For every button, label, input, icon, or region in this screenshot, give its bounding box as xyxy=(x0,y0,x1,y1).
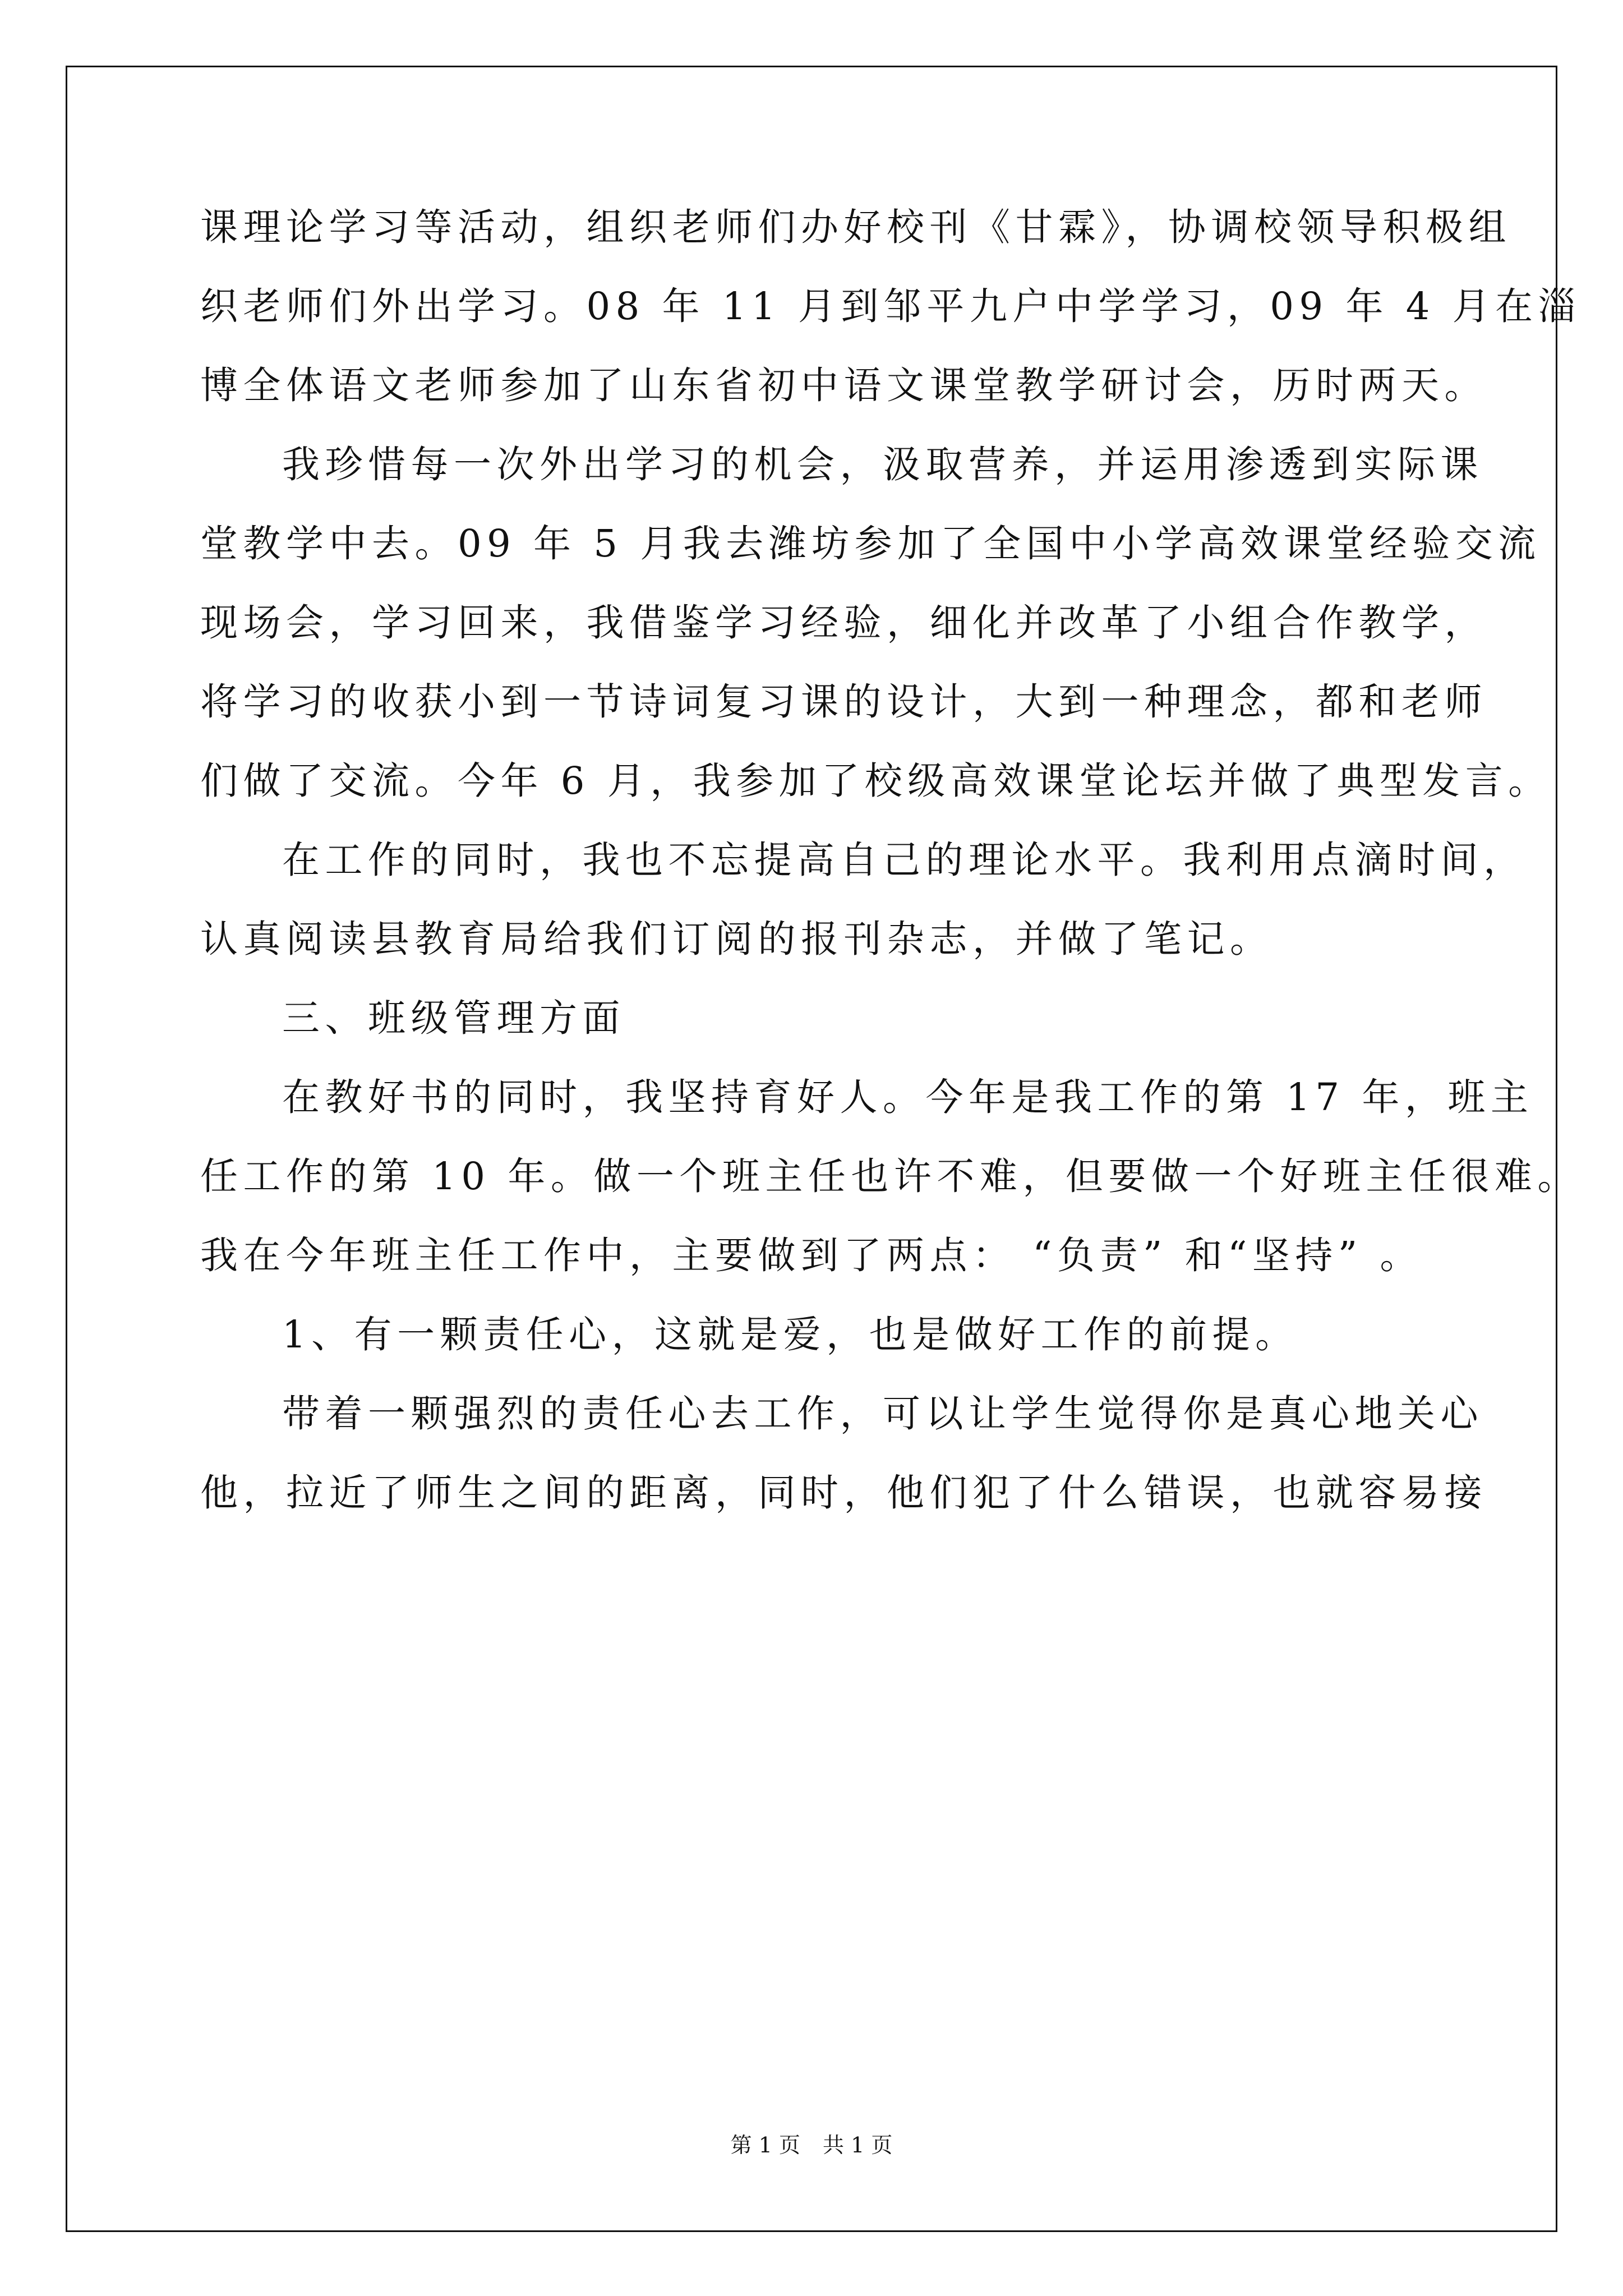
text-line: 认真阅读县教育局给我们订阅的报刊杂志，并做了笔记。 xyxy=(200,917,1273,961)
paragraph-start-line: 在教好书的同时，我坚持育好人。今年是我工作的第 17 年，班主 xyxy=(282,1075,1534,1119)
text-line: 将学习的收获小到一节诗词复习课的设计，大到一种理念，都和老师 xyxy=(200,680,1487,724)
text-line: 堂教学中去。09 年 5 月我去潍坊参加了全国中小学高效课堂经验交流 xyxy=(200,522,1541,565)
section-heading: 三、班级管理方面 xyxy=(282,996,625,1040)
page-total: 共 1 页 xyxy=(823,2133,893,2157)
text-line: 任工作的第 10 年。做一个班主任也许不难，但要做一个好班主任很难。 xyxy=(200,1154,1580,1198)
text-line: 我在今年班主任工作中，主要做到了两点： “负责” 和“坚持” 。 xyxy=(200,1234,1423,1277)
numbered-point: 1、有一颗责任心，这就是爱，也是做好工作的前提。 xyxy=(282,1313,1298,1356)
paragraph-start-line: 我珍惜每一次外出学习的机会，汲取营养，并运用渗透到实际课 xyxy=(282,443,1483,486)
page-number: 第 1 页 xyxy=(730,2133,800,2157)
text-line: 织老师们外出学习。08 年 11 月到邹平九户中学学习，09 年 4 月在淄 xyxy=(200,284,1581,328)
text-line: 现场会，学习回来，我借鉴学习经验，细化并改革了小组合作教学， xyxy=(200,601,1487,645)
paragraph-start-line: 在工作的同时，我也不忘提高自己的理论水平。我利用点滴时间， xyxy=(282,838,1527,882)
document-body xyxy=(200,205,1581,1553)
text-line: 们做了交流。今年 6 月，我参加了校级高效课堂论坛并做了典型发言。 xyxy=(200,759,1551,803)
page-footer xyxy=(0,2128,1623,2159)
paragraph-start-line: 带着一颗强烈的责任心去工作，可以让学生觉得你是真心地关心 xyxy=(282,1392,1483,1435)
text-line: 课理论学习等活动，组织老师们办好校刊《甘霖》，协调校领导积极组 xyxy=(200,205,1511,249)
text-line: 他，拉近了师生之间的距离，同时，他们犯了什么错误，也就容易接 xyxy=(200,1471,1487,1515)
text-line: 博全体语文老师参加了山东省初中语文课堂教学研讨会，历时两天。 xyxy=(200,364,1487,407)
